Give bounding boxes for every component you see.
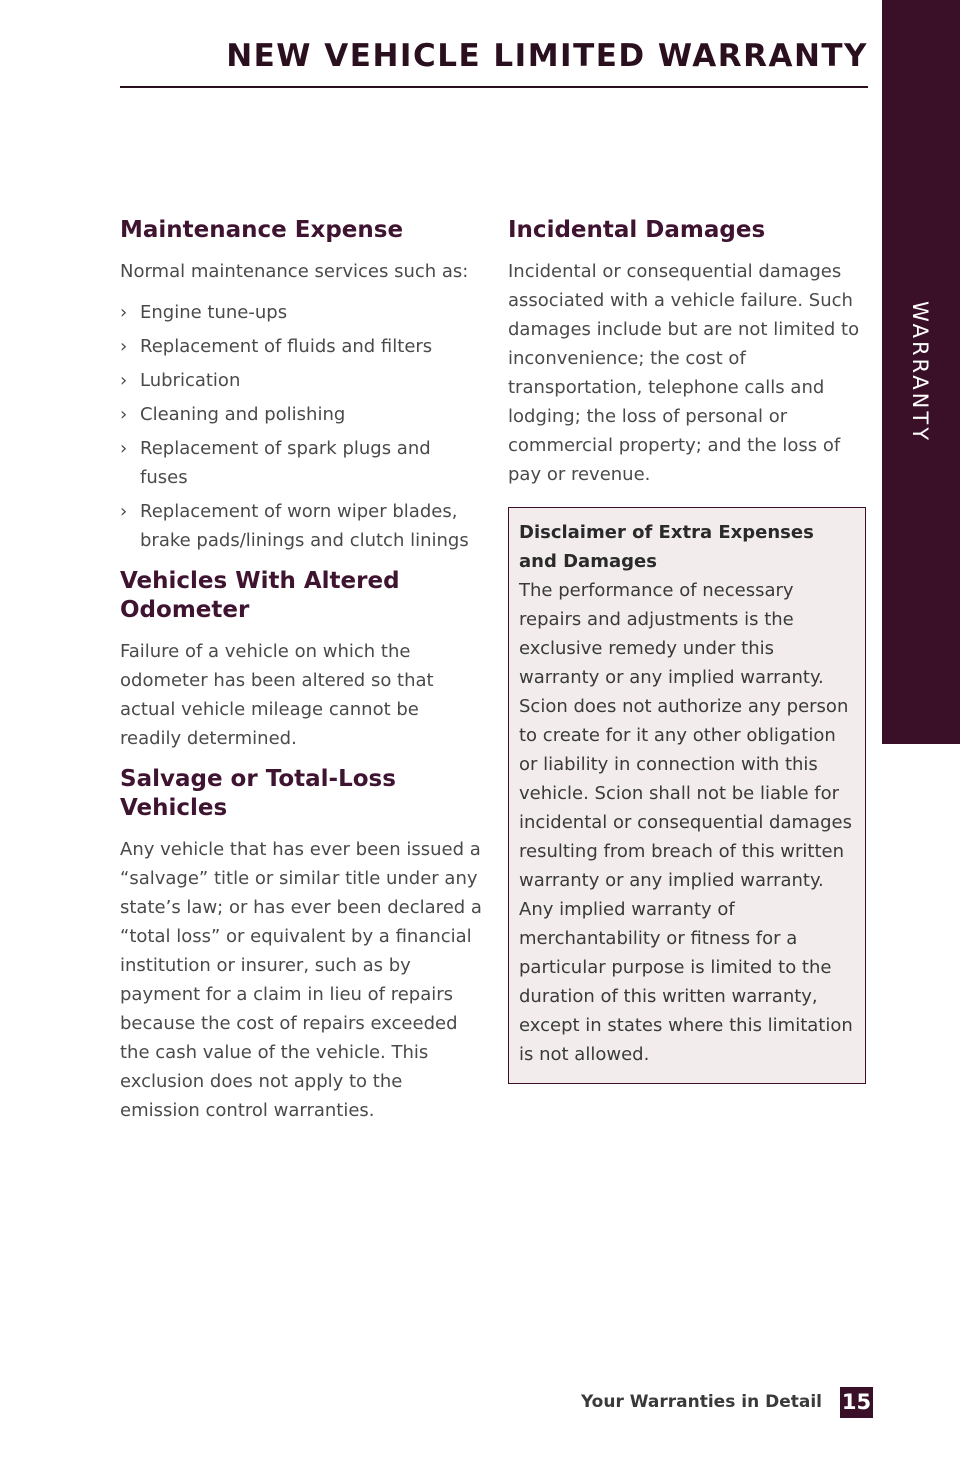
list-item-text: Replacement of spark plugs and fuses <box>140 438 431 488</box>
list-item <box>120 497 482 555</box>
incidental-body: Incidental or consequential damages associated with a vehicle failure. Such damages include but are not limited to inconvenience; the cost of transportation, telephone calls and lodging; the loss of personal or commercial property; and the loss of pay or revenue. <box>508 261 860 485</box>
odometer-heading: Vehicles With Altered Odometer <box>120 568 400 623</box>
bullet-chevron-icon: › <box>120 404 128 425</box>
bullet-chevron-icon: › <box>120 302 128 323</box>
footer-label: Your Warranties in Detail <box>580 1392 822 1412</box>
bullet-chevron-icon: › <box>120 336 128 357</box>
page-number: 15 <box>840 1387 873 1418</box>
list-item-text: Cleaning and polishing <box>140 404 346 425</box>
list-item <box>120 400 482 429</box>
odometer-body: Failure of a vehicle on which the odometer has been altered so that actual vehicle mileage cannot be readily determined. <box>120 641 434 749</box>
list-item <box>120 332 482 361</box>
salvage-section <box>120 765 482 1125</box>
maintenance-list <box>120 298 482 555</box>
list-item <box>120 298 482 327</box>
header-rule <box>120 86 868 88</box>
left-column <box>120 216 482 1137</box>
list-item-text: Replacement of fluids and filters <box>140 336 433 357</box>
incidental-section <box>508 216 866 489</box>
maintenance-section <box>120 216 482 555</box>
list-item-text: Engine tune-ups <box>140 302 288 323</box>
salvage-heading: Salvage or Total-Loss Vehicles <box>120 766 396 821</box>
disclaimer-box <box>508 507 866 1084</box>
section-side-tab-label: WARRANTY <box>908 300 932 444</box>
list-item <box>120 366 482 395</box>
page-title: NEW VEHICLE LIMITED WARRANTY <box>226 38 868 74</box>
maintenance-heading: Maintenance Expense <box>120 217 404 243</box>
bullet-chevron-icon: › <box>120 438 128 459</box>
right-column <box>508 216 866 1084</box>
disclaimer-title: Disclaimer of Extra Expenses and Damages <box>519 522 814 572</box>
salvage-body: Any vehicle that has ever been issued a “salvage” title or similar title under any state’s law; or has ever been declared a “total loss” or equivalent by a financial institution or insurer, such as by payment for a claim in lieu of repairs because the cost of repairs exceeded the cash value of the vehicle. This exclusion does not apply to the emission control warranties. <box>120 839 482 1121</box>
list-item-text: Replacement of worn wiper blades, brake pads/linings and clutch linings <box>140 501 469 551</box>
list-item <box>120 434 482 492</box>
maintenance-intro: Normal maintenance services such as: <box>120 261 469 282</box>
list-item-text: Lubrication <box>140 370 241 391</box>
disclaimer-body: The performance of necessary repairs and adjustments is the exclusive remedy under this warranty or any implied warranty. Scion does not authorize any person to create for it any other obligation or liability in connection with this vehicle. Scion shall not be liable for incidental or consequential damages resulting from breach of this written warranty or any implied warranty. Any implied warranty of merchantability or fitness for a particular purpose is limited to the duration of this written warranty, except in states where this limitation is not allowed. <box>519 580 853 1065</box>
incidental-heading: Incidental Damages <box>508 217 766 243</box>
bullet-chevron-icon: › <box>120 501 128 522</box>
odometer-section <box>120 567 482 753</box>
bullet-chevron-icon: › <box>120 370 128 391</box>
